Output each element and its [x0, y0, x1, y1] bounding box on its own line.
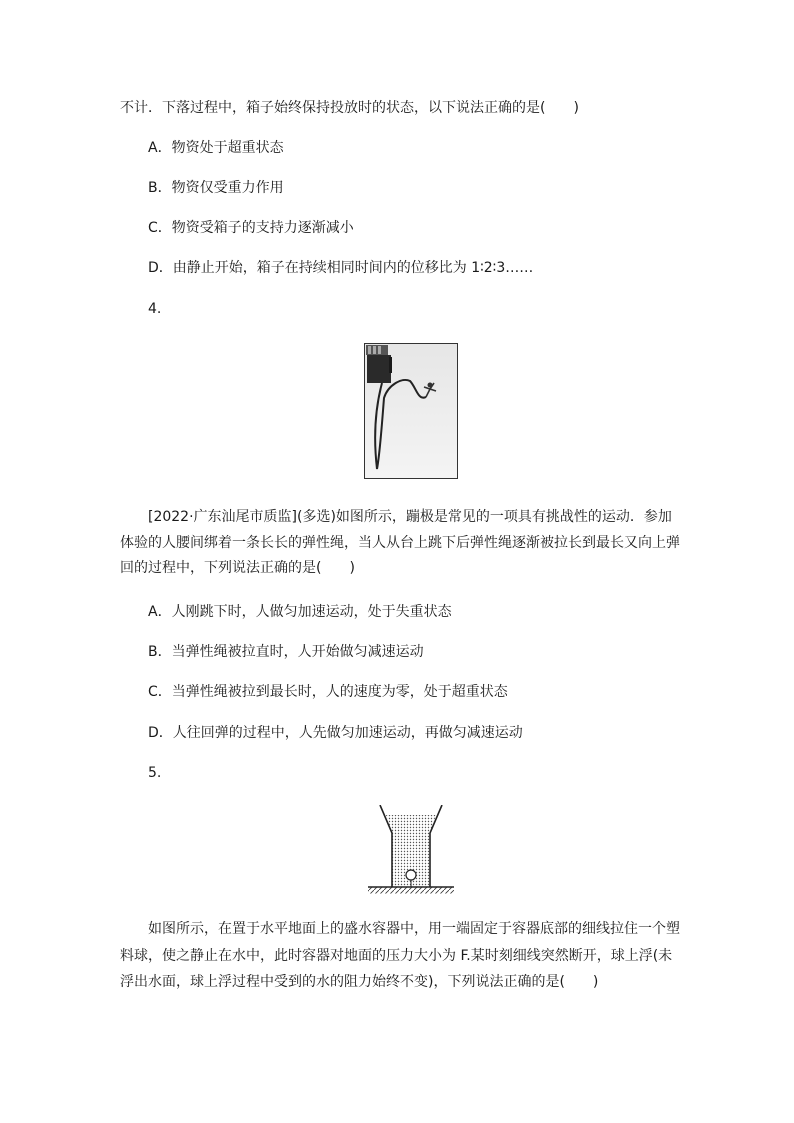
q5-stem-line-3: 浮出水面，球上浮过程中受到的水的阻力始终不变)，下列说法正确的是( ) [120, 974, 599, 990]
water-container-figure [364, 805, 458, 897]
q3-stem-tail: 不计．下落过程中，箱子始终保持投放时的状态，以下说法正确的是( ) [120, 100, 579, 116]
q4-stem-line-1: [2022·广东汕尾市质监](多选)如图所示，蹦极是常见的一项具有挑战性的运动．参加 [148, 509, 672, 525]
q4-option-d: D．人往回弹的过程中，人先做匀加速运动，再做匀减速运动 [148, 725, 523, 741]
q4-stem-line-3: 回的过程中，下列说法正确的是( ) [120, 560, 355, 576]
q3-option-c: C．物资受箱子的支持力逐渐减小 [148, 220, 354, 236]
q4-stem-line-2: 体验的人腰间绑着一条长长的弹性绳，当人从台上跳下后弹性绳逐渐被拉长到最长又向上弹 [120, 535, 680, 551]
q5-stem-line-2: 料球，使之静止在水中，此时容器对地面的压力大小为 F.某时刻细线突然断开，球上浮(未 [120, 948, 673, 964]
q3-option-a: A．物资处于超重状态 [148, 140, 284, 156]
q4-option-c: C．当弹性绳被拉到最长时，人的速度为零，处于超重状态 [148, 684, 508, 700]
q4-number: 4. [148, 301, 162, 317]
bungee-jump-figure [364, 343, 458, 479]
q3-option-d: D．由静止开始，箱子在持续相同时间内的位移比为 1∶2∶3…… [148, 260, 534, 276]
q5-stem-line-1: 如图所示，在置于水平地面上的盛水容器中，用一端固定于容器底部的细线拉住一个塑 [148, 921, 680, 937]
q5-number: 5. [148, 765, 162, 781]
q4-option-a: A．人刚跳下时，人做匀加速运动，处于失重状态 [148, 604, 452, 620]
q4-option-b: B．当弹性绳被拉直时，人开始做匀减速运动 [148, 644, 424, 660]
q3-option-b: B．物资仅受重力作用 [148, 180, 284, 196]
